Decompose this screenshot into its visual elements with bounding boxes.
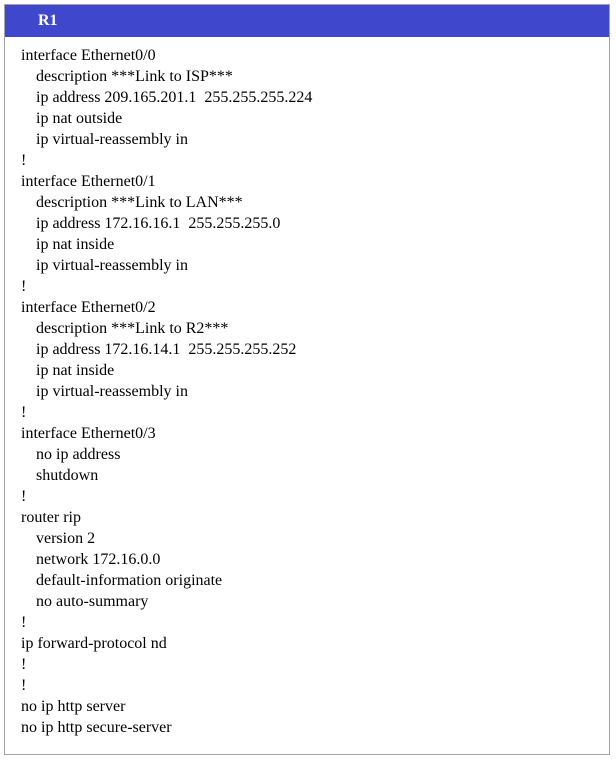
config-line: ! — [21, 677, 27, 694]
config-line: version 2 — [36, 530, 96, 547]
config-line: network 172.16.0.0 — [36, 551, 161, 568]
config-line: interface Ethernet0/2 — [21, 299, 156, 316]
config-line: router rip — [21, 509, 81, 526]
config-line: ! — [21, 614, 27, 631]
config-line: description ***Link to ISP*** — [36, 68, 233, 85]
config-line: no ip http server — [21, 698, 126, 715]
config-line: ! — [21, 656, 27, 673]
config-line: ip virtual-reassembly in — [36, 383, 188, 400]
config-line: ! — [21, 488, 27, 505]
config-line: shutdown — [36, 467, 99, 484]
config-line: ! — [21, 152, 27, 169]
config-line: ip virtual-reassembly in — [36, 131, 188, 148]
config-line: no auto-summary — [36, 593, 149, 610]
panel-title: R1 — [5, 5, 609, 37]
config-line: ! — [21, 278, 27, 295]
config-line: ip address 172.16.14.1 255.255.255.252 — [36, 341, 297, 358]
config-listing — [5, 37, 609, 738]
config-line: ip virtual-reassembly in — [36, 257, 188, 274]
config-line: no ip http secure-server — [21, 719, 172, 736]
config-panel — [4, 4, 610, 755]
config-line: description ***Link to R2*** — [36, 320, 229, 337]
config-line: no ip address — [36, 446, 121, 463]
config-line: interface Ethernet0/3 — [21, 425, 156, 442]
config-line: ! — [21, 404, 27, 421]
config-line: ip nat inside — [36, 362, 115, 379]
config-line: ip forward-protocol nd — [21, 635, 167, 652]
config-line: description ***Link to LAN*** — [36, 194, 243, 211]
config-line: ip address 172.16.16.1 255.255.255.0 — [36, 215, 281, 232]
config-line: interface Ethernet0/1 — [21, 173, 156, 190]
config-line: default-information originate — [36, 572, 223, 589]
config-line: ip nat outside — [36, 110, 123, 127]
config-line: interface Ethernet0/0 — [21, 47, 156, 64]
config-line: ip nat inside — [36, 236, 115, 253]
config-line: ip address 209.165.201.1 255.255.255.224 — [36, 89, 313, 106]
